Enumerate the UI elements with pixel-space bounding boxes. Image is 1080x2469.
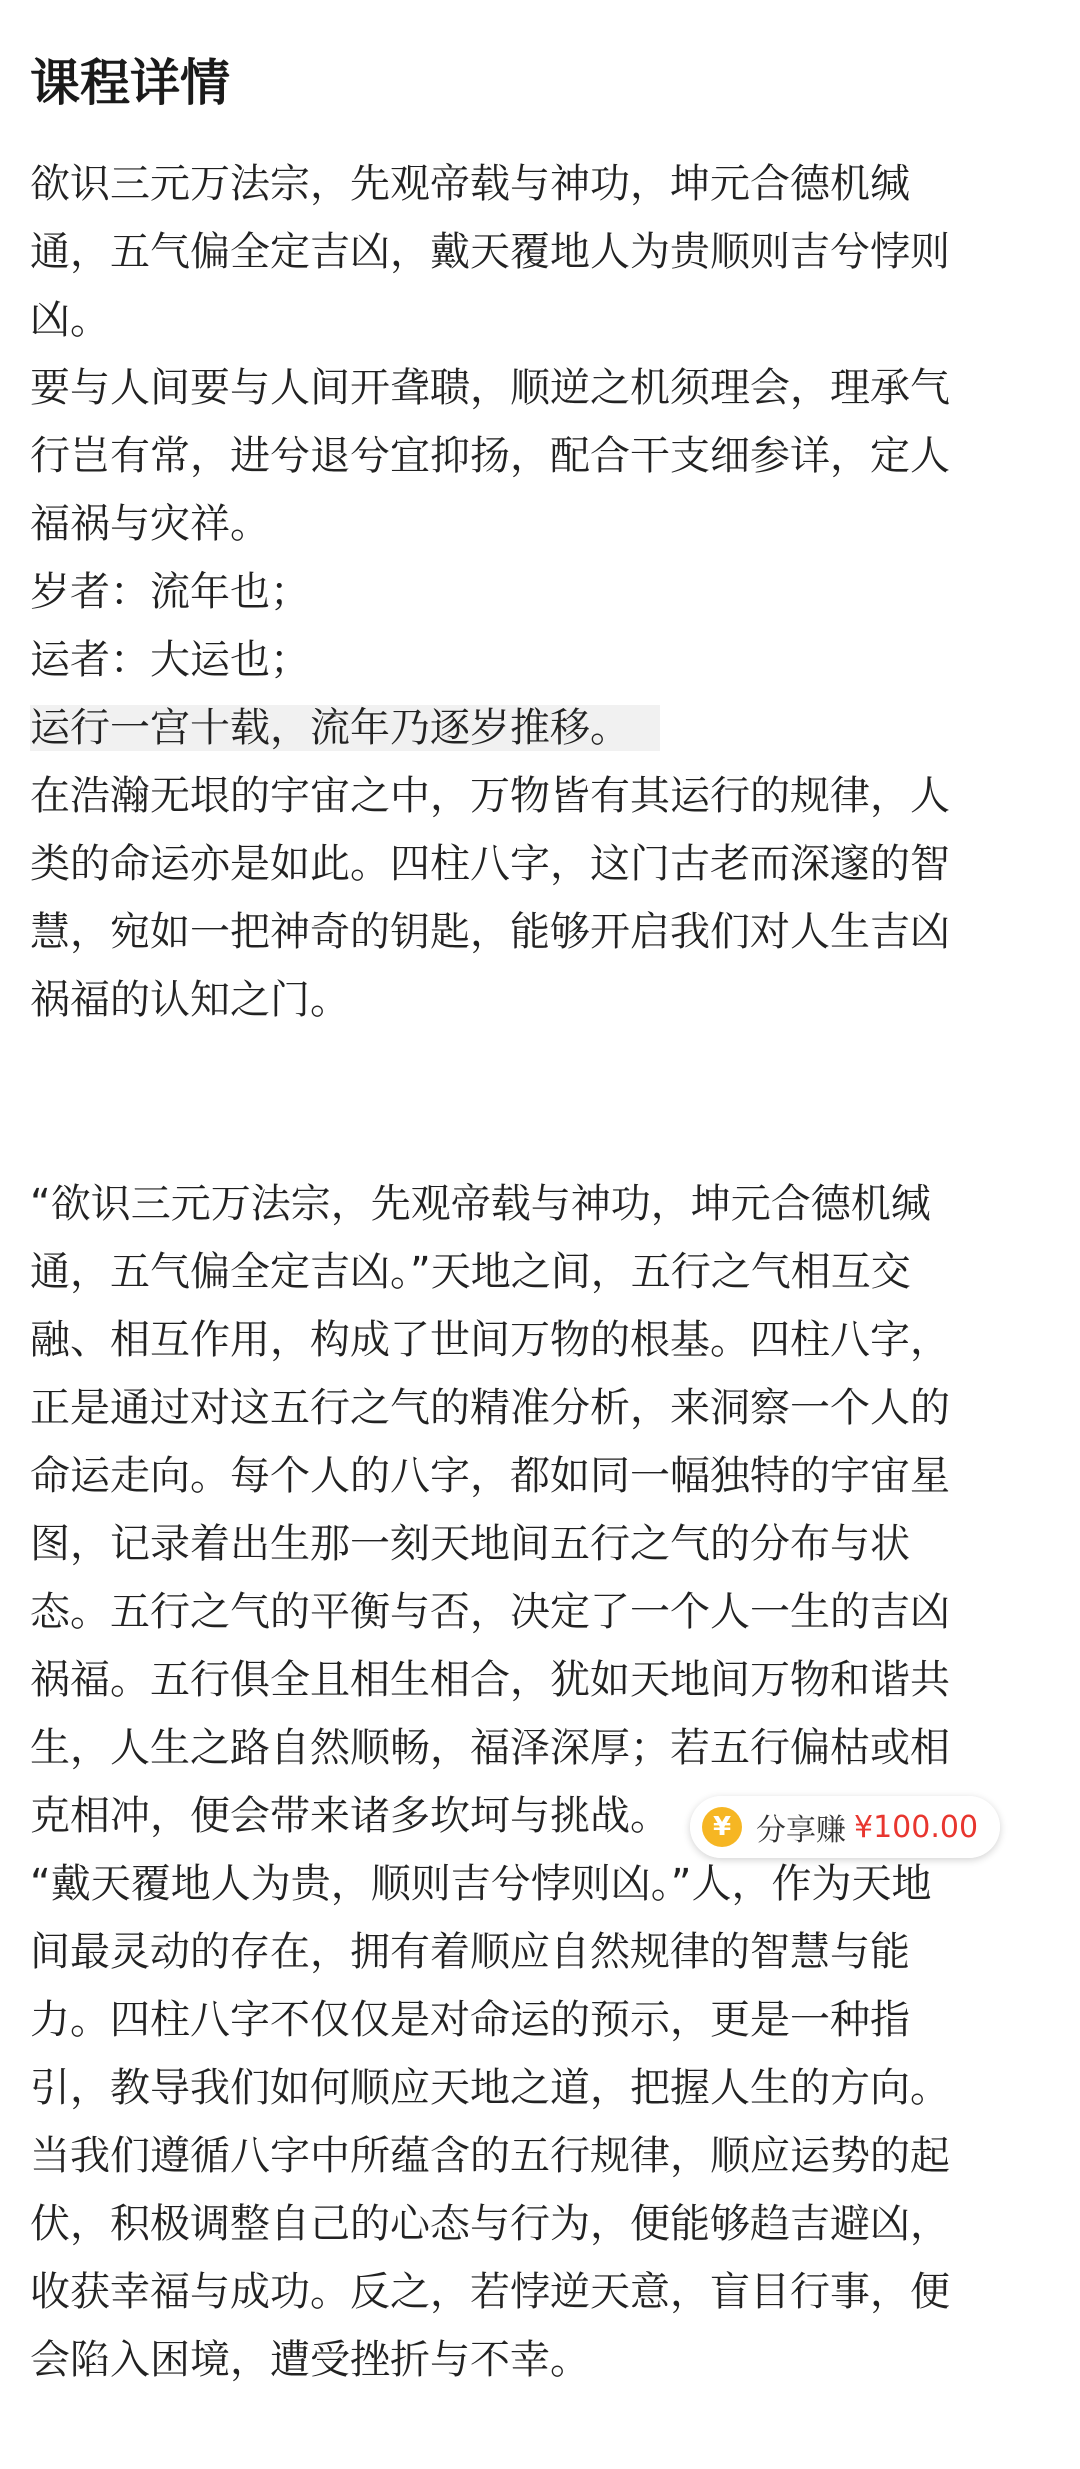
text-line: 欲识三元万法宗，先观帝载与神功，坤元合德机缄 bbox=[30, 161, 910, 207]
text-line: 通，五气偏全定吉凶，戴天覆地人为贵顺则吉兮悖则 bbox=[30, 229, 950, 275]
text-line: 融、相互作用，构成了世间万物的根基。四柱八字， bbox=[30, 1317, 950, 1363]
text-line: 克相冲，便会带来诸多坎坷与挑战。 bbox=[30, 1793, 670, 1839]
paragraph-guidance bbox=[30, 1850, 1060, 2394]
text-line: 祸福。五行俱全且相生相合，犹如天地间万物和谐共 bbox=[30, 1657, 950, 1703]
text-line: 当我们遵循八字中所蕴含的五行规律，顺应运势的起 bbox=[30, 2133, 950, 2179]
text-line: “戴天覆地人为贵，顺则吉兮悖则凶。”人，作为天地 bbox=[30, 1861, 932, 1907]
share-earn-label: 分享赚 bbox=[756, 1813, 846, 1848]
text-line: 引，教导我们如何顺应天地之道，把握人生的方向。 bbox=[30, 2065, 950, 2111]
text-line: 运者：大运也； bbox=[30, 637, 310, 683]
text-line: 凶。 bbox=[30, 297, 110, 343]
text-line: 通，五气偏全定吉凶。”天地之间，五行之气相互交 bbox=[30, 1249, 911, 1295]
text-line: 正是通过对这五行之气的精准分析，来洞察一个人的 bbox=[30, 1385, 950, 1431]
highlighted-text-line: 运行一宫十载，流年乃逐岁推移。 bbox=[30, 705, 660, 751]
text-line: 图，记录着出生那一刻天地间五行之气的分布与状 bbox=[30, 1521, 910, 1567]
paragraph-intro bbox=[30, 762, 1060, 1034]
paragraph-poem-1 bbox=[30, 150, 1060, 354]
text-line: 生，人生之路自然顺畅，福泽深厚；若五行偏枯或相 bbox=[30, 1725, 950, 1771]
text-line: 慧，宛如一把神奇的钥匙，能够开启我们对人生吉凶 bbox=[30, 909, 950, 955]
text-line: “欲识三元万法宗，先观帝载与神功，坤元合德机缄 bbox=[30, 1181, 931, 1227]
text-line: 伏，积极调整自己的心态与行为，便能够趋吉避凶， bbox=[30, 2201, 950, 2247]
text-line: 会陷入困境，遭受挫折与不幸。 bbox=[30, 2337, 590, 2383]
text-line: 命运走向。每个人的八字，都如同一幅独特的宇宙星 bbox=[30, 1453, 950, 1499]
text-line: 力。四柱八字不仅仅是对命运的预示，更是一种指 bbox=[30, 1997, 910, 2043]
text-line: 福祸与灾祥。 bbox=[30, 501, 270, 547]
text-line: 祸福的认知之门。 bbox=[30, 977, 350, 1023]
paragraph-poem-2 bbox=[30, 354, 1060, 558]
paragraph-five-elements bbox=[30, 1170, 1060, 1850]
share-earn-amount: ¥100.00 bbox=[854, 1809, 979, 1845]
text-line: 在浩瀚无垠的宇宙之中，万物皆有其运行的规律，人 bbox=[30, 773, 950, 819]
share-earn-button[interactable] bbox=[690, 1796, 1000, 1858]
text-line: 间最灵动的存在，拥有着顺应自然规律的智慧与能 bbox=[30, 1929, 910, 1975]
text-line: 行岂有常，进兮退兮宜抑扬，配合干支细参详，定人 bbox=[30, 433, 950, 479]
text-line: 类的命运亦是如此。四柱八字，这门古老而深邃的智 bbox=[30, 841, 950, 887]
text-line: 态。五行之气的平衡与否，决定了一个人一生的吉凶 bbox=[30, 1589, 950, 1635]
text-line: 收获幸福与成功。反之，若悖逆天意，盲目行事，便 bbox=[30, 2269, 950, 2315]
text-line: 要与人间要与人间开聋聩，顺逆之机须理会，理承气 bbox=[30, 365, 950, 411]
coin-yen-icon: ¥ bbox=[702, 1807, 742, 1847]
text-line: 岁者：流年也； bbox=[30, 569, 310, 615]
page-title: 课程详情 bbox=[30, 54, 230, 112]
paragraph-definitions bbox=[30, 558, 1060, 762]
